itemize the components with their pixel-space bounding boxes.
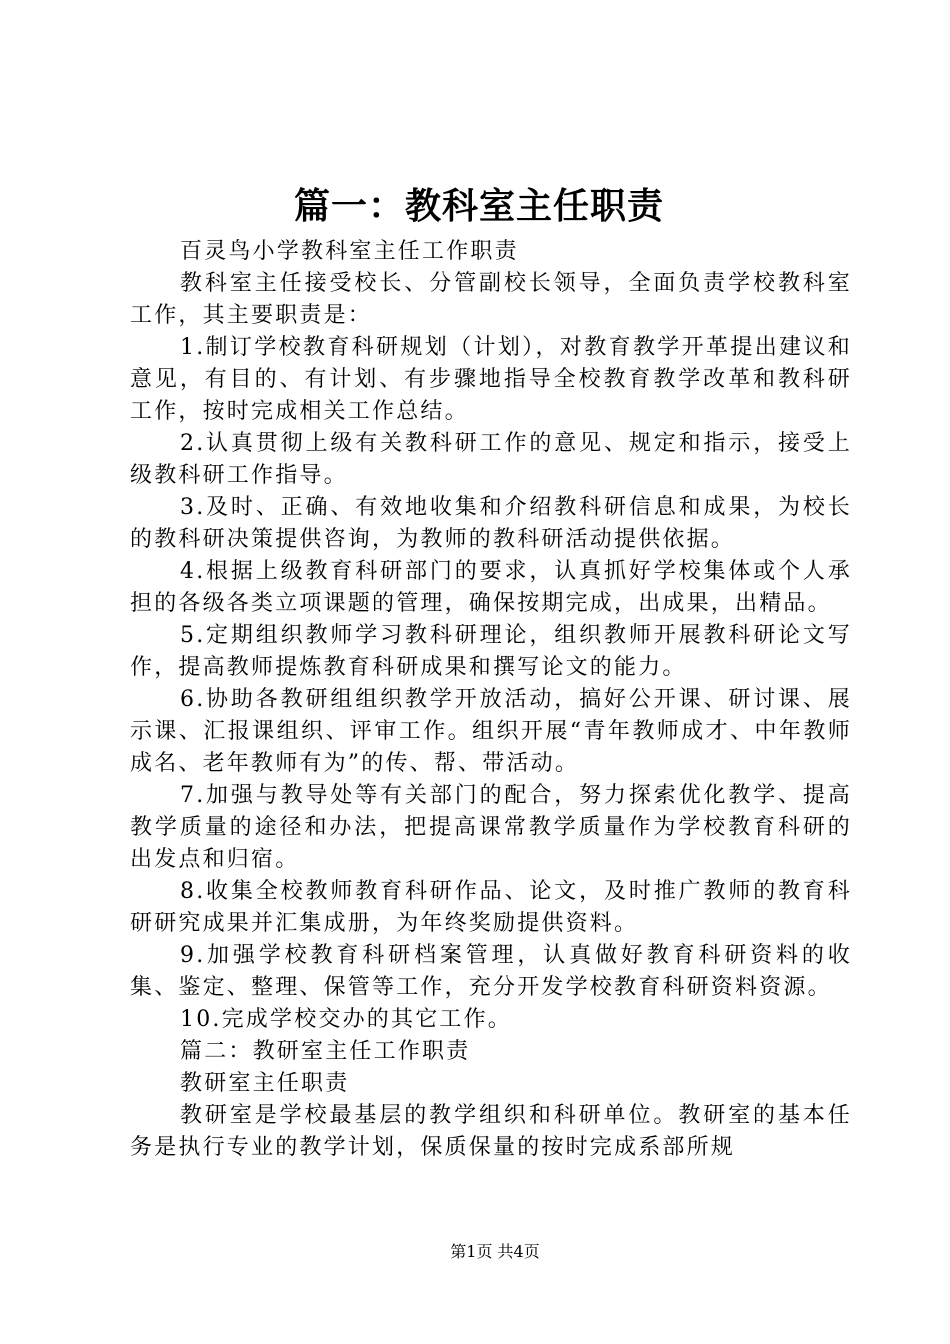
paragraph: 2.认真贯彻上级有关教科研工作的意见、规定和指示，接受上级教科研工作指导。 [130, 431, 852, 488]
paragraph: 8.收集全校教师教育科研作品、论文，及时推广教师的教育科研研究成果并汇集成册，为年终奖励提供资料。 [130, 879, 852, 936]
paragraph: 4.根据上级教育科研部门的要求，认真抓好学校集体或个人承担的各级各类立项课题的管理，确保按期完成，出成果，出精品。 [130, 559, 852, 616]
paragraph: 9.加强学校教育科研档案管理，认真做好教育科研资料的收集、鉴定、整理、保管等工作，充分开发学校教育科研资料资源。 [130, 943, 852, 1000]
paragraph: 教研室是学校最基层的教学组织和科研单位。教研室的基本任务是执行专业的教学计划，保质保量的按时完成系部所规 [130, 1103, 852, 1160]
paragraph: 3.及时、正确、有效地收集和介绍教科研信息和成果，为校长的教科研决策提供咨询，为教师的教科研活动提供依据。 [130, 495, 852, 552]
paragraph: 1.制订学校教育科研规划（计划），对教育教学开革提出建议和意见，有目的、有计划、有步骤地指导全校教育教学改革和教科研工作，按时完成相关工作总结。 [130, 335, 852, 424]
paragraph: 7.加强与教导处等有关部门的配合，努力探索优化教学、提高教学质量的途径和办法，把提高课常教学质量作为学校教育科研的出发点和归宿。 [130, 783, 852, 872]
document-title: 篇一：教科室主任职责 [293, 186, 664, 227]
paragraph: 教科室主任接受校长、分管副校长领导，全面负责学校教科室工作，其主要职责是： [130, 271, 852, 328]
document-body [130, 236, 852, 1164]
paragraph: 百灵鸟小学教科室主任工作职责 [180, 239, 519, 264]
paragraph: 5.定期组织教师学习教科研理论，组织教师开展教科研论文写作，提高教师提炼教育科研成果和撰写论文的能力。 [130, 623, 852, 680]
paragraph: 6.协助各教研组组织教学开放活动，搞好公开课、研讨课、展示课、汇报课组织、评审工作。组织开展“青年教师成才、中年教师成名、老年教师有为”的传、帮、带活动。 [130, 687, 852, 776]
paragraph: 篇二：教研室主任工作职责 [180, 1039, 471, 1064]
paragraph: 教研室主任职责 [180, 1071, 350, 1096]
page-footer: 第1页 共4页 [450, 1242, 540, 1261]
paragraph: 10.完成学校交办的其它工作。 [180, 1007, 512, 1032]
